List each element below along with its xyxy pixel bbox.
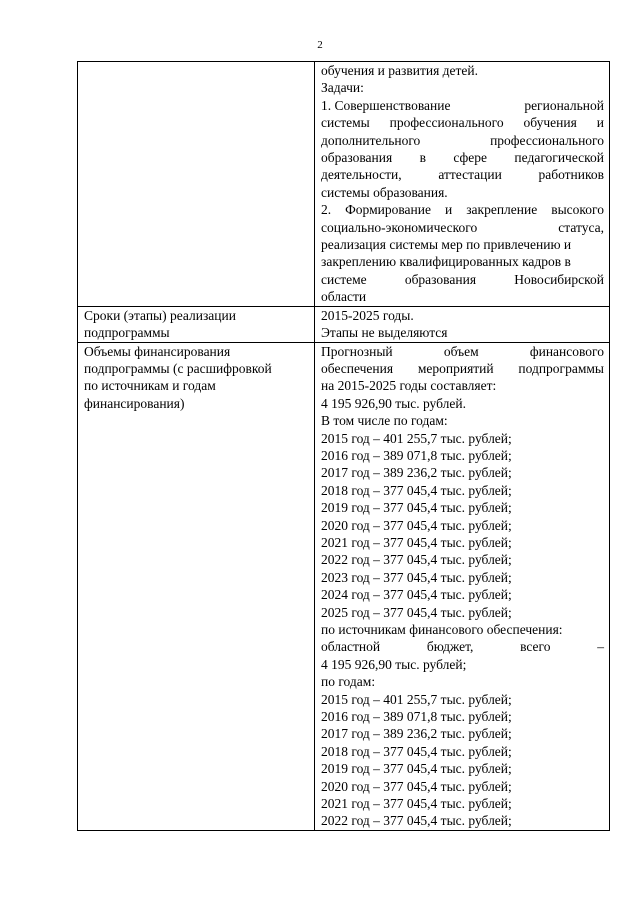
financing-intro-first-line: Прогнозный объем финансового <box>321 343 604 359</box>
task2-line: реализация системы мер по привлечению и <box>321 237 572 253</box>
task2-line: 2. Формирование и закрепление высокого <box>321 202 604 218</box>
year-amount-line: 2020 год – 377 045,4 тыс. рублей; <box>321 517 512 533</box>
year-amount-line: 2022 год – 377 045,4 тыс. рублей; <box>321 813 512 829</box>
financing-label-line: подпрограммы (с расшифровкой <box>84 360 272 376</box>
row3-value-cell <box>315 342 610 830</box>
year-amount-line: 2016 год – 389 071,8 тыс. рублей; <box>321 709 512 725</box>
row3-label-cell <box>78 342 315 830</box>
page-number: 2 <box>317 39 323 51</box>
year-amount-line: 2021 год – 377 045,4 тыс. рублей; <box>321 796 512 812</box>
by-years-line: по годам: <box>321 674 376 690</box>
task1-line: системы профессионального обучения и <box>321 115 604 131</box>
row2-value-cell <box>315 306 610 342</box>
task2-line: социально-экономического статуса, <box>321 219 604 235</box>
row2-label-cell <box>78 306 315 342</box>
task2-justified-line: системе образования Новосибирской <box>321 271 604 287</box>
financing-total: 4 195 926,90 тыс. рублей. <box>321 395 466 411</box>
year-amount-line: 2015 год – 401 255,7 тыс. рублей; <box>321 430 512 446</box>
task2-line: закреплению квалифицированных кадров в <box>321 254 571 270</box>
budget-first-line: областной бюджет, всего – <box>321 639 604 655</box>
passport-table <box>77 61 610 831</box>
financing-intro-line: на 2015-2025 годы составляет: <box>321 378 497 394</box>
year-amount-line: 2017 год – 389 236,2 тыс. рублей; <box>321 465 512 481</box>
table-row-goals-tasks <box>78 62 610 307</box>
terms-label-line: Сроки (этапы) реализации <box>84 307 236 323</box>
year-amount-line: 2022 год – 377 045,4 тыс. рублей; <box>321 552 512 568</box>
task1-line: дополнительного профессионального <box>321 132 604 148</box>
task1-line: образования в сфере педагогической <box>321 150 604 166</box>
table-row-terms <box>78 306 610 342</box>
financing-label-line: по источникам и годам <box>84 378 216 394</box>
financing-label-line: Объемы финансирования <box>84 343 231 359</box>
goal-continuation-line: обучения и развития детей. <box>321 63 479 78</box>
year-amount-line: 2015 год – 401 255,7 тыс. рублей; <box>321 691 512 707</box>
year-amount-line: 2020 год – 377 045,4 тыс. рублей; <box>321 778 512 794</box>
task2-last-line: области <box>321 289 367 305</box>
task1-last-line: системы образования. <box>321 184 448 200</box>
financing-intro-line: обеспечения мероприятий подпрограммы <box>321 360 604 376</box>
year-amount-line: 2019 год – 377 045,4 тыс. рублей; <box>321 500 512 516</box>
terms-label-line: подпрограммы <box>84 325 170 341</box>
table-row-financing <box>78 342 610 830</box>
financing-intro-line: В том числе по годам: <box>321 413 448 429</box>
terms-value-line: Этапы не выделяются <box>321 325 448 341</box>
year-amount-line: 2018 год – 377 045,4 тыс. рублей; <box>321 482 512 498</box>
task1-first-line: 1. Совершенствование региональной <box>321 97 604 113</box>
year-amount-line: 2025 год – 377 045,4 тыс. рублей; <box>321 604 512 620</box>
year-amount-line: 2019 год – 377 045,4 тыс. рублей; <box>321 761 512 777</box>
year-amount-line: 2023 год – 377 045,4 тыс. рублей; <box>321 569 512 585</box>
year-amount-line: 2021 год – 377 045,4 тыс. рублей; <box>321 534 512 550</box>
year-amount-line: 2018 год – 377 045,4 тыс. рублей; <box>321 743 512 759</box>
sources-line: по источникам финансового обеспечения: <box>321 622 563 637</box>
budget-total: 4 195 926,90 тыс. рублей; <box>321 656 467 672</box>
terms-value-line: 2015-2025 годы. <box>321 307 414 323</box>
row1-label-cell <box>78 62 315 307</box>
year-amount-line: 2016 год – 389 071,8 тыс. рублей; <box>321 447 512 463</box>
year-amount-line: 2024 год – 377 045,4 тыс. рублей; <box>321 587 512 603</box>
tasks-heading: Задачи: <box>321 80 364 96</box>
year-amount-line: 2017 год – 389 236,2 тыс. рублей; <box>321 726 512 742</box>
task1-line: деятельности, аттестации работников <box>321 167 604 183</box>
financing-label-line: финансирования) <box>84 395 185 411</box>
row1-value-cell <box>315 62 610 307</box>
